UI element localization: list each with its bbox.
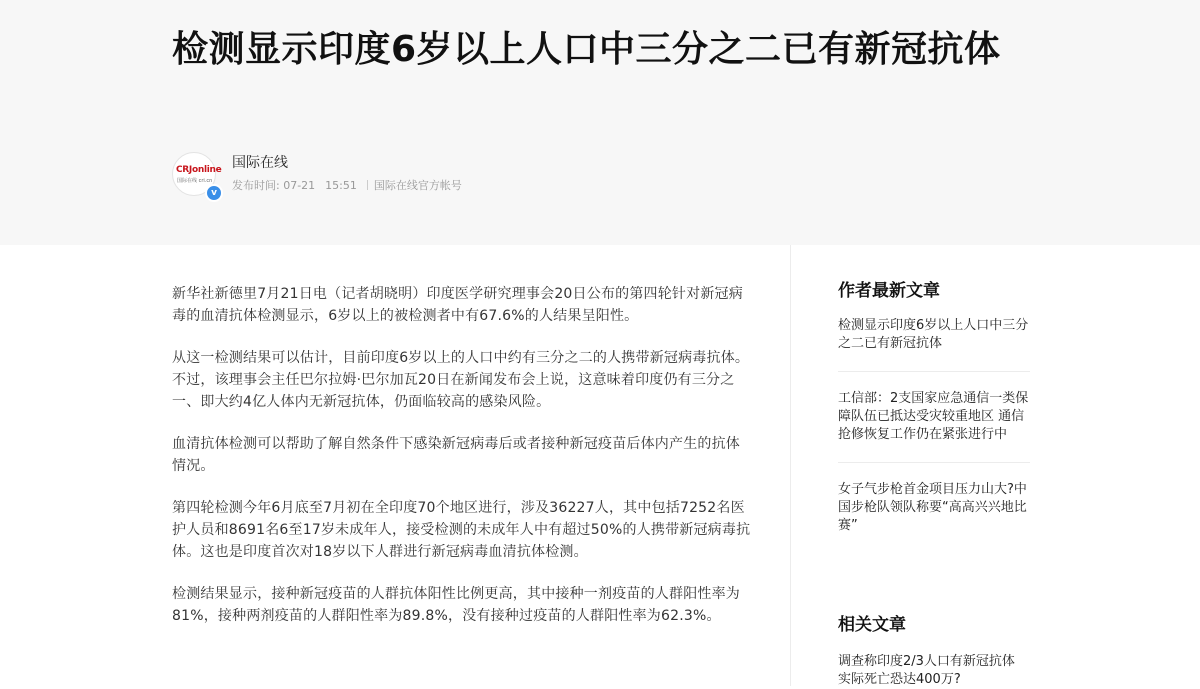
article-body xyxy=(172,283,752,647)
sidebar-divider xyxy=(838,462,1030,463)
sidebar-divider xyxy=(838,371,1030,372)
publish-time: 15:51 xyxy=(325,179,357,192)
related-article-link[interactable]: 调查称印度2/3人口有新冠抗体 实际死亡恐达400万? xyxy=(838,654,1015,687)
verified-icon: v xyxy=(205,184,223,202)
content-area xyxy=(0,245,1200,686)
article-paragraph: 从这一检测结果可以估计，目前印度6岁以上的人口中约有三分之二的人携带新冠病毒抗体。不过，该理事会主任巴尔拉姆·巴尔加瓦20日在新闻发布会上说，这意味着印度仍有三分之一、即大约4亿人体内无新冠抗体，仍面临较高的感染风险。 xyxy=(172,350,750,410)
latest-articles-heading: 作者最新文章 xyxy=(838,281,940,301)
related-articles-heading: 相关文章 xyxy=(838,615,906,635)
latest-article-link[interactable]: 工信部：2支国家应急通信一类保障队伍已抵达受灾较重地区 通信抢修恢复工作仍在紧张进行中 xyxy=(838,391,1029,442)
meta-divider xyxy=(367,180,368,190)
article-paragraph: 第四轮检测今年6月底至7月初在全印度70个地区进行，涉及36227人，其中包括7252名医护人员和8691名6至17岁未成年人，接受检测的未成年人中有超过50%的人携带新冠病毒抗体。这也是印度首次对18岁以下人群进行新冠病毒血清抗体检测。 xyxy=(172,500,751,560)
latest-article-link[interactable]: 检测显示印度6岁以上人口中三分之二已有新冠抗体 xyxy=(838,318,1029,351)
publish-meta xyxy=(232,177,472,193)
article-paragraph: 血清抗体检测可以帮助了解自然条件下感染新冠病毒后或者接种新冠疫苗后体内产生的抗体情况。 xyxy=(172,436,740,474)
article-header xyxy=(0,0,1200,245)
author-name[interactable]: 国际在线 xyxy=(232,155,288,171)
latest-article-link[interactable]: 女子气步枪首金项目压力山大?中国步枪队领队称要“高高兴兴地比赛” xyxy=(838,482,1027,533)
author-avatar[interactable] xyxy=(172,152,222,198)
cri-logo: CRJonline xyxy=(176,165,222,175)
account-description: 国际在线官方帐号 xyxy=(373,179,462,192)
article-paragraph: 新华社新德里7月21日电（记者胡晓明）印度医学研究理事会20日公布的第四轮针对新冠病毒的血清抗体检测显示，6岁以上的被检测者中有67.6%的人结果呈阳性。 xyxy=(172,286,743,324)
publish-date: 发布时间: 07-21 xyxy=(232,179,316,192)
sidebar xyxy=(838,279,1030,689)
cri-logo-sub: 国际在线 cri.cn xyxy=(177,178,213,184)
article-title: 检测显示印度6岁以上人口中三分之二已有新冠抗体 xyxy=(172,29,1001,70)
column-divider xyxy=(790,245,791,686)
article-paragraph: 检测结果显示，接种新冠疫苗的人群抗体阳性比例更高，其中接种一剂疫苗的人群阳性率为81%，接种两剂疫苗的人群阳性率为89.8%，没有接种过疫苗的人群阳性率为62.3%。 xyxy=(172,586,740,624)
